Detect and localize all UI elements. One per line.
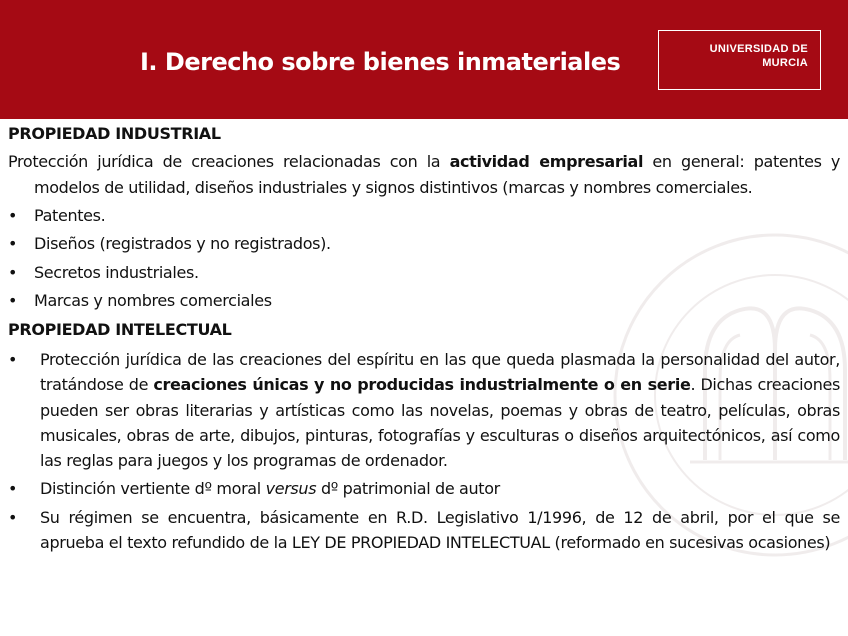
list-item <box>8 505 840 556</box>
list-item-text: Su régimen se encuentra, básicamente en R.D. Legislativo 1/1996, de 12 de abril, por el que se aprueba el texto refundido de la LEY DE PROPIEDAD INTELECTUAL (reformado en sucesivas ocasiones) <box>40 507 840 553</box>
list-item <box>8 476 840 501</box>
bullet-icon: • <box>8 234 18 253</box>
slide-title: I. Derecho sobre bienes inmateriales <box>140 48 621 76</box>
list-item-text: Secretos industriales. <box>34 262 199 282</box>
intro-text-end: en general: patentes y modelos de utilidad, diseños industriales y signos distintivos (marcas y nombres comerciales. <box>34 151 841 197</box>
logo-line-2: MURCIA <box>762 57 808 69</box>
list-item <box>8 259 840 288</box>
bullet-icon: • <box>8 291 18 310</box>
list-item <box>8 230 840 259</box>
bullet-icon: • <box>8 507 18 527</box>
list-item-text: Protección jurídica de las creaciones del espíritu en las que queda plasmada la personalidad del autor, tratándose de <box>40 350 840 395</box>
slide-header <box>0 0 848 119</box>
bullet-icon: • <box>8 479 18 499</box>
list-item-text-end: dº patrimonial de autor <box>316 479 500 499</box>
list-item-italic: versus <box>265 479 317 499</box>
intelectual-heading: PROPIEDAD INTELECTUAL <box>8 319 232 339</box>
bullet-icon: • <box>8 350 18 369</box>
slide-body <box>8 120 840 555</box>
intelectual-list <box>8 347 840 555</box>
industrial-heading: PROPIEDAD INDUSTRIAL <box>8 124 221 143</box>
list-item-text-end: . Dichas creaciones pueden ser obras literarias y artísticas como las novelas, poemas y obras de teatro, películas, obras musicales, obras de arte, dibujos, pinturas, fotografías y esculturas o diseños arquitectónicos, así como las reglas para juegos y los programas de ordenador. <box>40 375 840 471</box>
logo-line-1: UNIVERSIDAD DE <box>709 43 808 55</box>
list-item-text: Diseños (registrados y no registrados). <box>34 234 331 253</box>
list-item-text: Distinción vertiente dº moral <box>40 479 266 499</box>
list-item-bold: creaciones únicas y no producidas industrialmente o en serie <box>153 375 691 395</box>
list-item <box>8 287 840 316</box>
bullet-icon: • <box>8 262 18 282</box>
bullet-icon: • <box>8 205 18 225</box>
industrial-list <box>8 202 840 316</box>
industrial-intro <box>8 149 840 202</box>
list-item <box>8 347 840 473</box>
intro-text: Protección jurídica de creaciones relacionadas con la <box>8 151 450 171</box>
list-item-text: Marcas y nombres comerciales <box>34 291 272 310</box>
list-item <box>8 202 840 231</box>
university-logo <box>658 30 821 90</box>
list-item-text: Patentes. <box>34 205 106 225</box>
intro-bold: actividad empresarial <box>449 151 644 171</box>
